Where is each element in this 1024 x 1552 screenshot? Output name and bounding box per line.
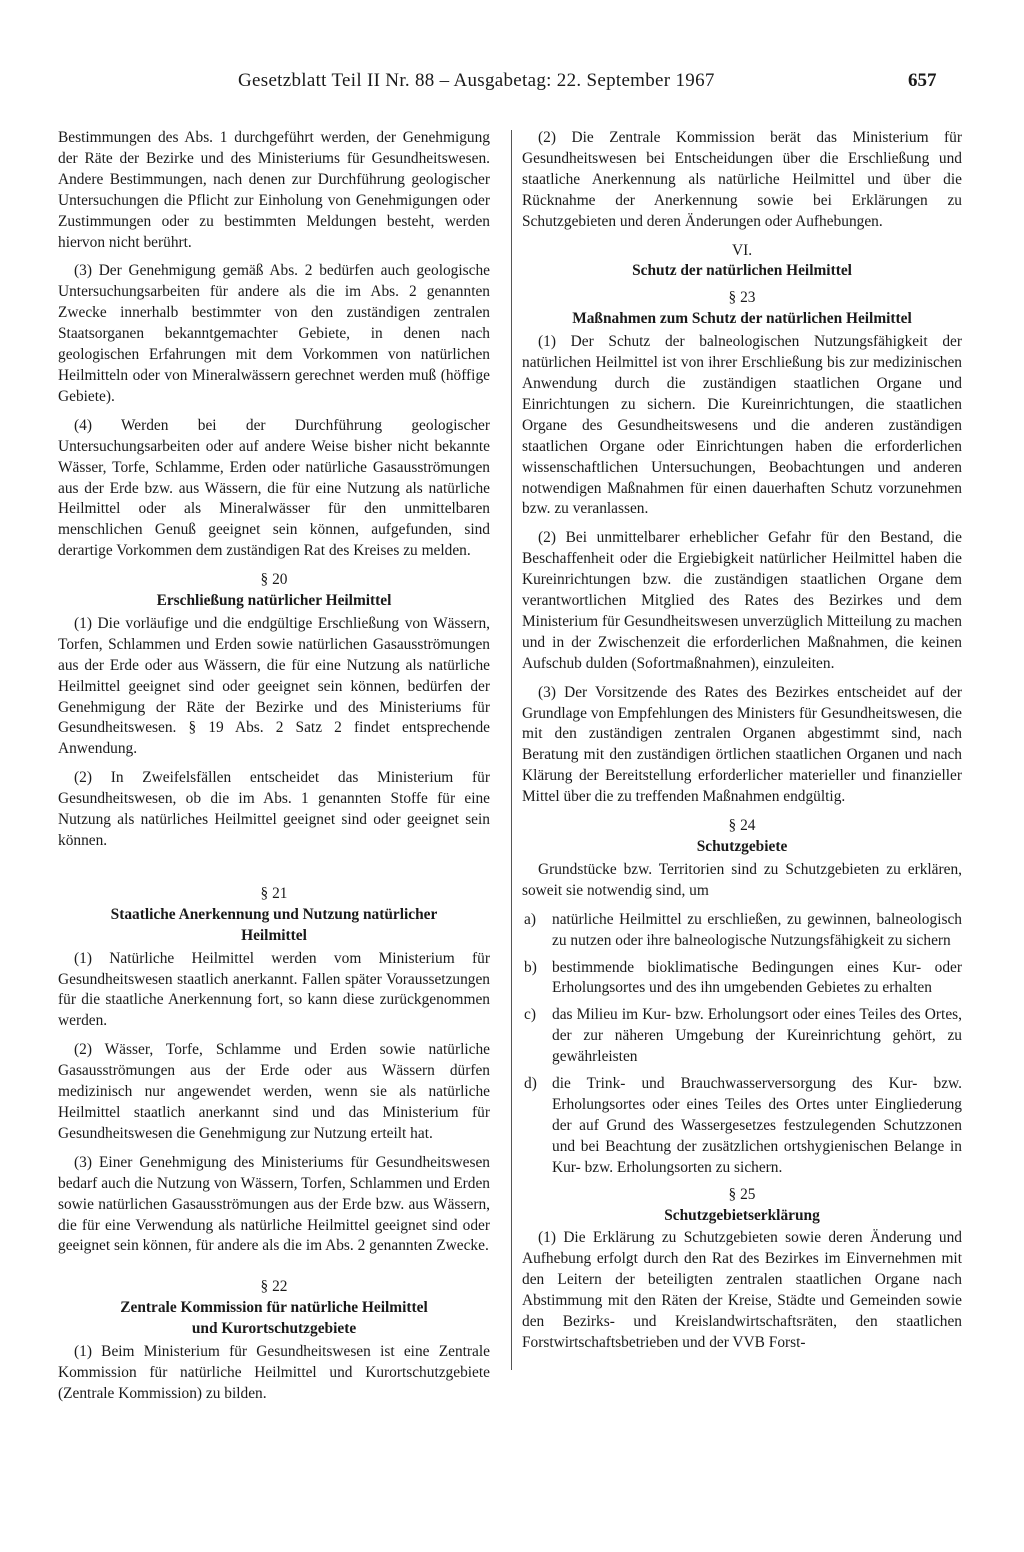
section-22-paragraph-1: (1) Beim Ministerium für Gesundheitswesen ist eine Zentrale Kommission für natürliche Heilmittel und Kurortschutzgebiete (Zentrale Kommission) zu bilden. bbox=[58, 1343, 490, 1402]
section-23-title: Maßnahmen zum Schutz der natürlichen Heilmittel bbox=[572, 310, 912, 328]
list-item bbox=[522, 910, 962, 952]
section-22-title: Zentrale Kommission für natürliche Heilmittel und Kurortschutzgebiete bbox=[120, 1299, 428, 1338]
section-25-title: Schutzgebietserklärung bbox=[664, 1206, 820, 1224]
section-22-paragraph-2: (2) Die Zentrale Kommission berät das Ministerium für Gesundheitswesen bei Entscheidungen über die Erschließung und staatliche Anerkennung als natürliche Heilmittel und über die Rücknahme der Anerkennung sowie bei Erklärungen zu Schutzgebieten und deren Änderungen oder Aufhebungen. bbox=[522, 129, 962, 230]
section-24-title: Schutzgebiete bbox=[696, 838, 788, 855]
list-item-label: d) bbox=[524, 1075, 537, 1093]
paragraph-3: (3) Der Genehmigung gemäß Abs. 2 bedürfen auch geologische Untersuchungsarbeiten für andere als die im Abs. 2 genannten Zwecke innerhalb bestimmter von den zuständigen zentralen Staatsorganen bekanntgemachter Gebiete, in denen nach geologischen Erfahrungen mit dem Vorkommen von natürlichen Heilmitteln oder von Mineralwässern gerechnet werden muß (höffige Gebiete). bbox=[58, 262, 490, 405]
list-item-text: die Trink- und Brauchwasserversorgung des Kur- bzw. Erholungsortes oder eines Teiles des Ortes unter Eingliederung der auf Grund des Wassergesetzes festzulegenden Schutzzonen und bei Beachtung der zusätzlichen ortshygienischen Belange in Kur- bzw. Erholungsorten zu sichern. bbox=[552, 1075, 962, 1176]
section-24-number: § 24 bbox=[728, 817, 756, 835]
section-21-title: Staatliche Anerkennung und Nutzung natürlicher Heilmittel bbox=[110, 905, 438, 944]
section-24-intro: Grundstücke bzw. Territorien sind zu Schutzgebieten zu erklären, soweit sie notwendig sind, um bbox=[522, 860, 962, 899]
part-number: VI. bbox=[731, 241, 753, 259]
list-item-text: das Milieu im Kur- bzw. Erholungsort oder eines Teiles des Ortes, der zur näheren Umgebung der Kureinrichtung gehört, zu gewährleisten bbox=[552, 1006, 962, 1066]
section-22-number: § 22 bbox=[260, 1278, 288, 1296]
section-23-paragraph-3: (3) Der Vorsitzende des Rates des Bezirkes entscheidet auf der Grundlage von Empfehlungen des Ministers für Gesundheitswesen, die mit den zuständigen zentralen Organen abgestimmt sind, nach Beratung mit den zuständigen örtlichen staatlichen Organen und nach Klärung der Bereitstellung erforderlicher materieller und finanzieller Mittel über die zu treffenden Maßnahmen endgültig. bbox=[522, 683, 962, 806]
section-21-paragraph-2: (2) Wässer, Torfe, Schlamme und Erden sowie natürliche Gasausströmungen aus der Erde oder aus Wässern dürfen medizinisch nur angewendet werden, wenn sie als natürliche Heilmittel staatlich anerkannt sind und das Ministerium für Gesundheitswesen die Genehmigung zur Nutzung erteilt hat. bbox=[58, 1041, 490, 1142]
left-column bbox=[58, 128, 490, 1413]
section-23-number: § 23 bbox=[728, 289, 756, 307]
list-item bbox=[522, 1005, 962, 1068]
section-20-number: § 20 bbox=[260, 571, 288, 589]
section-23-paragraph-2: (2) Bei unmittelbarer erheblicher Gefahr für den Bestand, die Beschaffenheit oder die Ergiebigkeit natürlicher Heilmittel haben die Kureinrichtungen bzw. die zuständigen staatlichen Organe dem verantwortlichen Mitglied des Rates des Bezirkes und dem Ministerium für Gesundheitswesen unverzüglich Mitteilung zu machen und in der Zwischenzeit die erforderlichen Maßnahmen, die keinen Aufschub dulden (Sofortmaßnahmen), einzuleiten. bbox=[522, 529, 962, 672]
list-item bbox=[522, 958, 962, 1000]
column-divider bbox=[511, 130, 512, 1370]
section-20-paragraph-1: (1) Die vorläufige und die endgültige Erschließung von Wässern, Torfen, Schlammen und Erden sowie natürlichen Gasausströmungen aus der Erde oder aus Wässern, die für eine Nutzung als natürliche Heilmittel geeignet sind oder geeignet sein können, bedürfen der Genehmigung der Räte der Bezirke und des Ministeriums für Gesundheitswesen. § 19 Abs. 2 Satz 2 findet entsprechende Anwendung. bbox=[58, 614, 490, 758]
list-item bbox=[522, 1074, 962, 1179]
part-title: Schutz der natürlichen Heilmittel bbox=[632, 262, 852, 280]
list-item-label: a) bbox=[524, 910, 536, 928]
header-title: Gesetzblatt Teil II Nr. 88 – Ausgabetag: 22. September 1967 bbox=[238, 70, 715, 91]
list-item-label: b) bbox=[524, 958, 537, 976]
list-item-text: bestimmende bioklimatische Bedingungen eines Kur- oder Erholungsortes und des ihn umgebenden Gebietes zu erhalten bbox=[552, 958, 962, 997]
paragraph-4: (4) Werden bei der Durchführung geologischer Untersuchungsarbeiten oder auf andere Weise bisher nicht bekannte Wässer, Torfe, Schlamme, Erden oder natürliche Gasausströmungen aus der Erde bzw. aus Wässern, die für eine Nutzung als natürliche Heilmittel oder als Mineralwässer für den unmittelbaren menschlichen Genuß geeignet sein können, aufgefunden, sind derartige Vorkommen dem zuständigen Rat des Kreises zu melden. bbox=[58, 416, 490, 560]
intro-paragraph: Bestimmungen des Abs. 1 durchgeführt werden, der Genehmigung der Räte der Bezirke und des Ministeriums für Gesundheitswesen. Andere Bestimmungen, nach denen zur Durchführung geologischer Untersuchungen die Pflicht zur Einholung von Genehmigungen oder Zustimmungen oder zu bestimmten Meldungen besteht, werden hiervon nicht berührt. bbox=[58, 129, 490, 251]
list-item-label: c) bbox=[524, 1006, 536, 1024]
section-21-paragraph-3: (3) Einer Genehmigung des Ministeriums für Gesundheitswesen bedarf auch die Nutzung von Wässern, Torfen, Schlammen und Erden sowie natürlichen Gasausströmungen aus der Erde bzw. aus Wässern, die für eine Verwendung als natürliche Heilmittel geeignet sind oder geeignet sein können, für andere als die im Abs. 2 genannten Zwecke. bbox=[58, 1153, 490, 1255]
section-20-title: Erschließung natürlicher Heilmittel bbox=[156, 592, 392, 610]
section-23-paragraph-1: (1) Der Schutz der balneologischen Nutzungsfähigkeit der natürlichen Heilmittel ist von ihrer Erschließung bis zur medizinischen Anwendung durch die zuständigen staatlichen Organe und Einrichtungen zu sichern. Die Kureinrichtungen, die staatlichen Organe des Gesundheitswesens und die anderen zuständigen staatlichen Organe oder Einrichtungen haben die erforderlichen wissenschaftlichen Untersuchungen, Beobachtungen und anderen notwendigen Maßnahmen für einen dauerhaften Schutz vorzunehmen bzw. zu veranlassen. bbox=[522, 333, 962, 518]
section-25-number: § 25 bbox=[728, 1185, 756, 1203]
right-column bbox=[522, 128, 962, 1362]
section-25-paragraph-1: (1) Die Erklärung zu Schutzgebieten sowie deren Änderung und Aufhebung erfolgt durch den Rat des Bezirkes im Einvernehmen mit den Leitern der beteiligten zentralen staatlichen Organe nach Abstimmung mit den Räten der Kreise, Städte und Gemeinden sowie den Bezirks- und Kreislandwirtschaftsräten, den staatlichen Forstwirtschaftsbetrieben und der VVB Forst- bbox=[522, 1229, 962, 1351]
page-header bbox=[0, 70, 1024, 100]
section-21-paragraph-1: (1) Natürliche Heilmittel werden vom Ministerium für Gesundheitswesen staatlich anerkannt. Fallen später Voraussetzungen für die staatliche Anerkennung fort, so kann diese zurückgenommen werden. bbox=[58, 949, 490, 1030]
list-item-text: natürliche Heilmittel zu erschließen, zu gewinnen, balneologisch zu nutzen oder ihre balneologische Nutzungsfähigkeit zu sichern bbox=[552, 910, 962, 949]
section-20-paragraph-2: (2) In Zweifelsfällen entscheidet das Ministerium für Gesundheitswesen, ob die im Abs. 1 genannten Stoffe für eine Nutzung als natürliches Heilmittel geeignet sind oder geeignet sein können. bbox=[58, 769, 490, 849]
page-number: 657 bbox=[908, 70, 937, 91]
section-21-number: § 21 bbox=[260, 884, 288, 902]
